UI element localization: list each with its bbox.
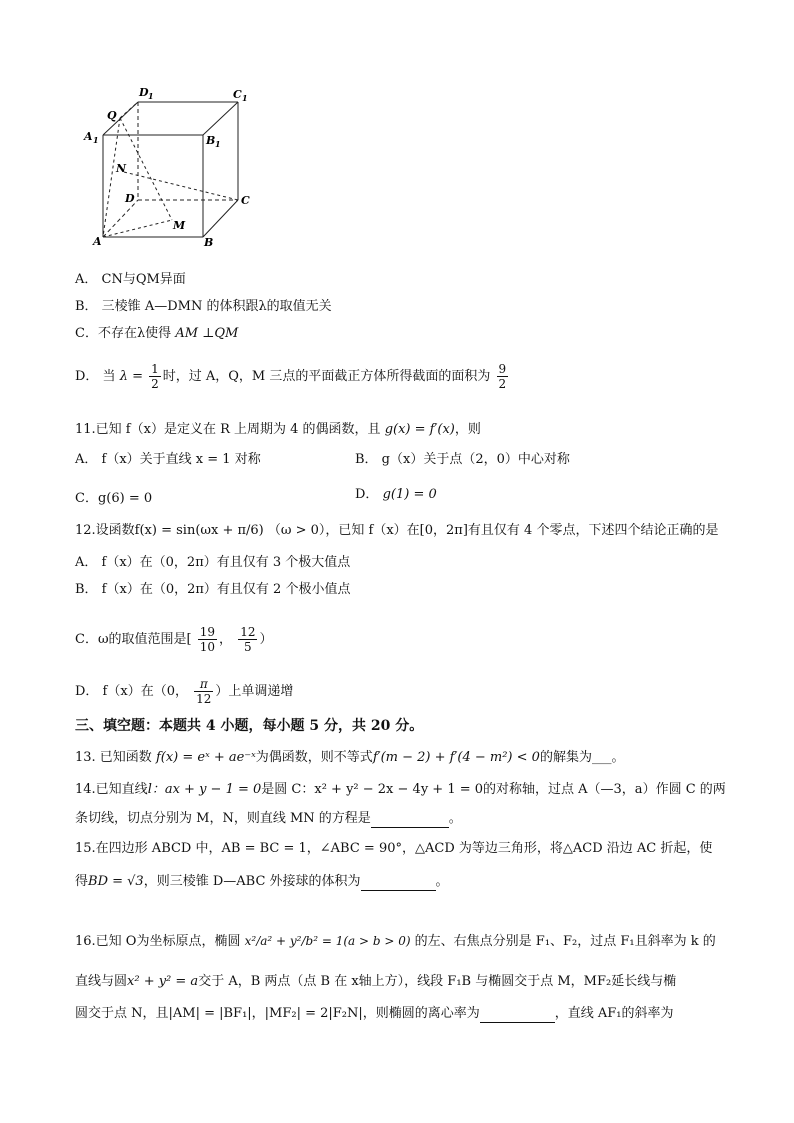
q10-option-b: B． 三棱锥 A—DMN 的体积跟λ的取值无关: [75, 299, 332, 314]
q14-line1: 14.已知直线l：ax + y − 1 = 0是圆 C：x² + y² − 2x − 4y + 1 = 0的对称轴，过点 A（—3，a）作圆 C 的两: [75, 782, 726, 797]
q13: 13. 已知函数 f(x) = eˣ + ae⁻ˣ为偶函数，则不等式f′(m − 2) + f′(4 − m²) < 0的解集为___。: [75, 750, 625, 765]
label-D1: D: [139, 86, 149, 99]
q11-stem: 11.已知 f（x）是定义在 R 上周期为 4 的偶函数，且 g(x) = f′(x)，则: [75, 422, 481, 437]
label-B: B: [204, 236, 214, 249]
svg-text:1: 1: [242, 93, 248, 103]
q11-option-a: A． f（x）关于直线 x = 1 对称: [75, 452, 261, 467]
q11-option-d: D． g(1) = 0: [355, 487, 437, 502]
label-M: M: [173, 219, 186, 232]
q12-option-b: B． f（x）在（0，2π）有且仅有 2 个极小值点: [75, 582, 351, 597]
label-A1: A: [84, 130, 93, 143]
q11-option-c: C．g(6) = 0: [75, 491, 153, 506]
q16-answer-blank-1: [480, 1010, 555, 1023]
svg-text:1: 1: [148, 91, 154, 101]
section-3-heading: 三、填空题：本题共 4 小题，每小题 5 分，共 20 分。: [75, 718, 424, 734]
q14-line2: 条切线，切点分别为 M，N，则直线 MN 的方程是 。: [75, 811, 462, 826]
q12-option-d: D． f（x）在（0， $\frac{\pi}{12}$ ）上单调递增: [75, 677, 294, 706]
q10-option-d: D． 当 λ = $\frac{1}{2}$ 时，过 A，Q，M 三点的平面截正方体所得截面的面积为 $\frac{9}{2}$: [75, 362, 507, 391]
label-D: D: [125, 192, 135, 205]
svg-text:1: 1: [93, 135, 99, 145]
q16-line3: 圆交于点 N，且|AM| = |BF₁|，|MF₂| = 2|F₂N|，则椭圆的离心率为 ，直线 AF₁的斜率为: [75, 1006, 674, 1021]
svg-text:1: 1: [215, 139, 221, 149]
q15-answer-blank: [361, 878, 436, 891]
cube-figure: [80, 82, 255, 252]
q10-option-c: C．不存在λ使得 AM ⊥QM: [75, 326, 239, 341]
q16-line1: 16.已知 O为坐标原点，椭圆 x²/a² + y²/b² = 1(a > b > 0) 的左、右焦点分别是 F₁、F₂，过点 F₁且斜率为 k 的: [75, 934, 716, 949]
label-B1: B: [206, 134, 216, 147]
q14-answer-blank: [371, 815, 449, 828]
label-A: A: [93, 235, 102, 248]
label-N: N: [116, 162, 127, 175]
q12-stem: 12.设函数f(x) = sin(ωx + π/6) （ω > 0），已知 f（x）在[0，2π]有且仅有 4 个零点，下述四个结论正确的是: [75, 523, 719, 538]
q11-option-b: B． g（x）关于点（2，0）中心对称: [355, 452, 570, 467]
q15-line2: 得BD = √3，则三棱锥 D—ABC 外接球的体积为 。: [75, 874, 449, 889]
label-C: C: [241, 194, 250, 207]
label-C1: C: [233, 88, 242, 101]
q12-option-a: A． f（x）在（0，2π）有且仅有 3 个极大值点: [75, 555, 351, 570]
label-Q: Q: [107, 109, 117, 122]
q10-option-a: A． CN与QM异面: [75, 272, 186, 287]
q16-line2: 直线与圆x² + y² = a交于 A，B 两点（点 B 在 x轴上方），线段 F₁B 与椭圆交于点 M，MF₂延长线与椭: [75, 974, 677, 989]
q15-line1: 15.在四边形 ABCD 中，AB = BC = 1，∠ABC = 90°，△ACD 为等边三角形，将△ACD 沿边 AC 折起，使: [75, 841, 713, 856]
q12-option-c: C．ω的取值范围是[ $\frac{19}{10}$ ， $\frac{12}{5}$ ）: [75, 625, 273, 654]
